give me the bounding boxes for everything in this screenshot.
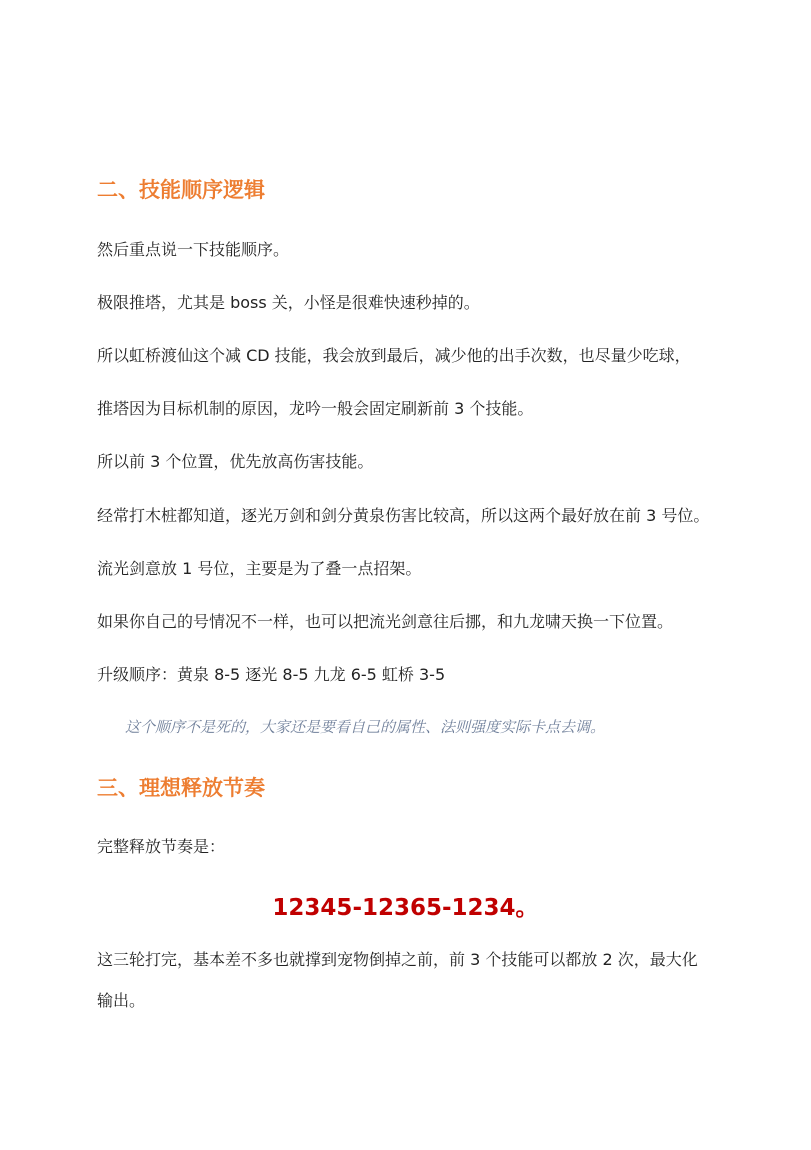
paragraph: 极限推塔，尤其是 boss 关，小怪是很难快速秒掉的。 bbox=[97, 293, 480, 312]
section-heading-skill-order: 二、技能顺序逻辑 bbox=[97, 178, 265, 202]
release-sequence: 12345-12365-1234。 bbox=[272, 895, 539, 921]
rhythm-intro: 完整释放节奏是： bbox=[97, 837, 226, 856]
conclusion-line: 这三轮打完，基本差不多也就撑到宠物倒掉之前，前 3 个技能可以都放 2 次，最大化 bbox=[97, 950, 698, 969]
paragraph: 所以前 3 个位置，优先放高伤害技能。 bbox=[97, 452, 374, 471]
section-heading-release-rhythm: 三、理想释放节奏 bbox=[97, 776, 265, 800]
paragraph: 所以虹桥渡仙这个减 CD 技能，我会放到最后，减少他的出手次数，也尽量少吃球， bbox=[97, 346, 691, 365]
paragraph: 经常打木桩都知道，逐光万剑和剑分黄泉伤害比较高，所以这两个最好放在前 3 号位。 bbox=[97, 506, 710, 525]
paragraph: 如果你自己的号情况不一样，也可以把流光剑意往后挪，和九龙啸天换一下位置。 bbox=[97, 612, 674, 631]
paragraph: 流光剑意放 1 号位，主要是为了叠一点招架。 bbox=[97, 559, 422, 578]
upgrade-order-paragraph: 升级顺序：黄泉 8-5 逐光 8-5 九龙 6-5 虹桥 3-5 bbox=[97, 665, 446, 684]
conclusion-line: 输出。 bbox=[97, 991, 146, 1010]
skill-order-note: 这个顺序不是死的，大家还是要看自己的属性、法则强度实际卡点去调。 bbox=[125, 718, 606, 736]
paragraph: 推塔因为目标机制的原因，龙吟一般会固定刷新前 3 个技能。 bbox=[97, 399, 534, 418]
paragraph: 然后重点说一下技能顺序。 bbox=[97, 240, 290, 259]
